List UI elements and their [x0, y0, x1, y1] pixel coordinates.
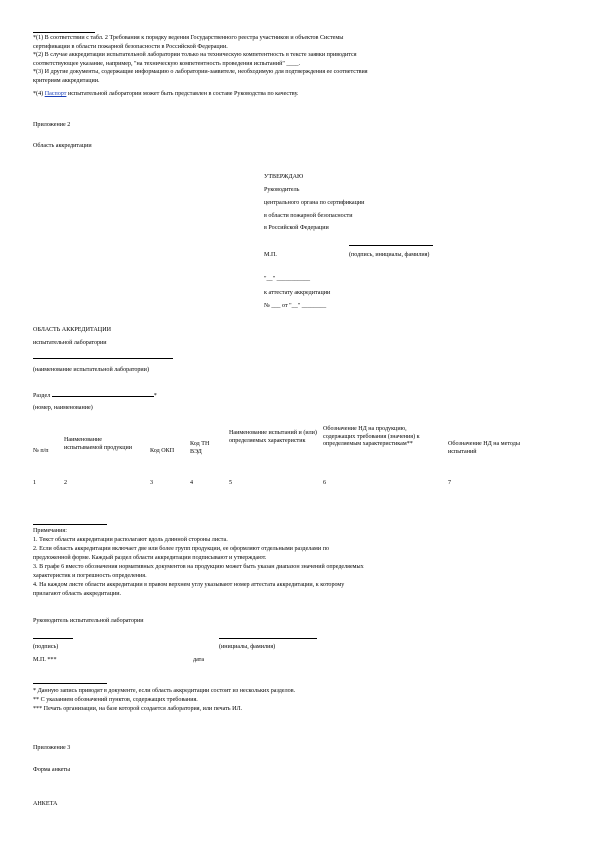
footnote-4	[33, 90, 298, 98]
bottom-footnote-3: *** Печать организации, на базе которой создается лаборатория, или печать ИЛ.	[33, 706, 243, 712]
approval-signature-caption: (подпись, инициалы, фамилия)	[349, 252, 430, 258]
table-header-okp: Код ОКП	[150, 448, 175, 454]
note-line: 4. На каждом листе области аккредитации в правом верхнем углу указывают номер аттестата аккредитации, к которому	[33, 582, 345, 588]
table-col-number: 4	[190, 480, 194, 486]
signature-date: дата	[193, 657, 205, 663]
approval-number-line: № ___ от "__" ________	[264, 303, 327, 309]
appendix-2-title: Приложение 2	[33, 122, 71, 128]
section-line	[52, 390, 154, 397]
signature-line	[33, 638, 73, 639]
lab-head-label: Руководитель испытательной лаборатории	[33, 618, 144, 624]
footnote-separator	[33, 32, 95, 33]
footnote-3-line-2: критериям аккредитации.	[33, 77, 100, 84]
footnote-4-prefix: *(4)	[33, 91, 45, 97]
table-col-number: 5	[229, 480, 233, 486]
table-col-number: 2	[64, 480, 68, 486]
table-header-tests: Наименование испытаний и (или) определяемых характеристик	[229, 430, 317, 444]
footnote-4-text: испытательной лаборатории может быть представлен в составе Руководства по качеству.	[66, 91, 299, 97]
bottom-footnote-2: ** С указанием обозначений пунктов, содержащих требования.	[33, 697, 198, 703]
approval-mp: М.П.	[264, 252, 277, 258]
section-label: Раздел	[33, 393, 51, 399]
note-line: 1. Текст области аккредитации располагают вдоль длинной стороны листа.	[33, 537, 228, 543]
footnote-1-line-2: сертификации в области пожарной безопасности в Российской Федерации.	[33, 43, 228, 50]
approval-heading: УТВЕРЖДАЮ	[264, 174, 304, 180]
note-line: 3. В графе 6 вместо обозначения нормативных документов на продукцию может быть указан диапазон значений определяемых	[33, 564, 364, 570]
note-line: предложенной форме. Каждый раздел области аккредитации подписывают и утверждают.	[33, 555, 267, 561]
appendix-3-subtitle: Форма анкеты	[33, 767, 71, 773]
footnote-2-line-1: *(2) В случае аккредитации испытательной лаборатории только на техническую компетентность в тексте заявки приводится	[33, 52, 357, 58]
note-line: 2. Если область аккредитации включает две или более групп продукции, ее оформляют отдельными разделами по	[33, 546, 330, 552]
footnote-1-line-1: *(1) В соответствии с табл. 2 Требования к порядку ведения Государственного реестра участников и объектов Системы	[33, 35, 344, 41]
approval-certificate-label: к аттестату аккредитации	[264, 290, 331, 296]
scope-section-caption: (номер, наименование)	[33, 405, 93, 411]
table-header-num: № п/п	[33, 448, 49, 454]
table-header-product: Наименование испытываемой продукции	[64, 437, 133, 451]
table-col-number: 7	[448, 480, 452, 486]
appendix-2-subtitle: Область аккредитации	[33, 143, 92, 149]
table-col-number: 1	[33, 480, 37, 486]
bottom-footnote-separator	[33, 683, 107, 684]
table-header-nd-methods: Обозначение НД на методы испытаний	[448, 441, 520, 455]
footnote-2-line-2: соответствующее указание, например, "на техническую компетентность проведения испытаний" ____.	[33, 60, 301, 67]
approval-line-4: в Российской Федерации	[264, 225, 329, 231]
table-col-number: 6	[323, 480, 327, 486]
approval-signature-line	[349, 245, 433, 246]
scope-lab-label: испытательной лаборатории	[33, 340, 107, 346]
section-row	[33, 390, 157, 400]
note-line: характеристик и погрешность определения.	[33, 573, 147, 579]
scope-title: ОБЛАСТЬ АККРЕДИТАЦИИ	[33, 327, 112, 333]
approval-line-1: Руководитель	[264, 187, 300, 193]
notes-title: Примечания:	[33, 528, 67, 534]
appendix-3-title: Приложение 3	[33, 745, 71, 751]
signature-caption: (подпись)	[33, 644, 59, 650]
name-line	[219, 638, 317, 639]
lab-name-line	[33, 358, 173, 359]
notes-separator	[33, 524, 107, 525]
table-header-tnved: Код ТН ВЭД	[190, 441, 210, 455]
section-star: *	[153, 393, 157, 399]
questionnaire-heading: АНКЕТА	[33, 801, 58, 807]
footnote-3-line-1: *(3) И другие документы, содержащие информацию о лаборатории-заявителе, необходимую для подтверждения ее соответствия	[33, 69, 368, 75]
name-caption: (инициалы, фамилия)	[219, 644, 276, 650]
note-line: прилагают область аккредитации.	[33, 591, 121, 597]
passport-link[interactable]: Паспорт	[44, 91, 67, 97]
approval-line-2: центрального органа по сертификации	[264, 200, 365, 206]
approval-date-line: "__" ___________	[264, 276, 311, 282]
table-col-number: 3	[150, 480, 154, 486]
approval-line-3: в области пожарной безопасности	[264, 213, 353, 219]
scope-lab-caption: (наименование испытательной лаборатории)	[33, 367, 149, 373]
table-header-nd-product: Обозначение НД на продукцию, содержащих требования (значения) к определяемым характеристикам**	[323, 426, 420, 447]
bottom-footnote-1: * Данную запись приводят в документе, если область аккредитации состоит из нескольких разделов.	[33, 688, 296, 694]
signature-mp: М.П. ***	[33, 657, 57, 663]
